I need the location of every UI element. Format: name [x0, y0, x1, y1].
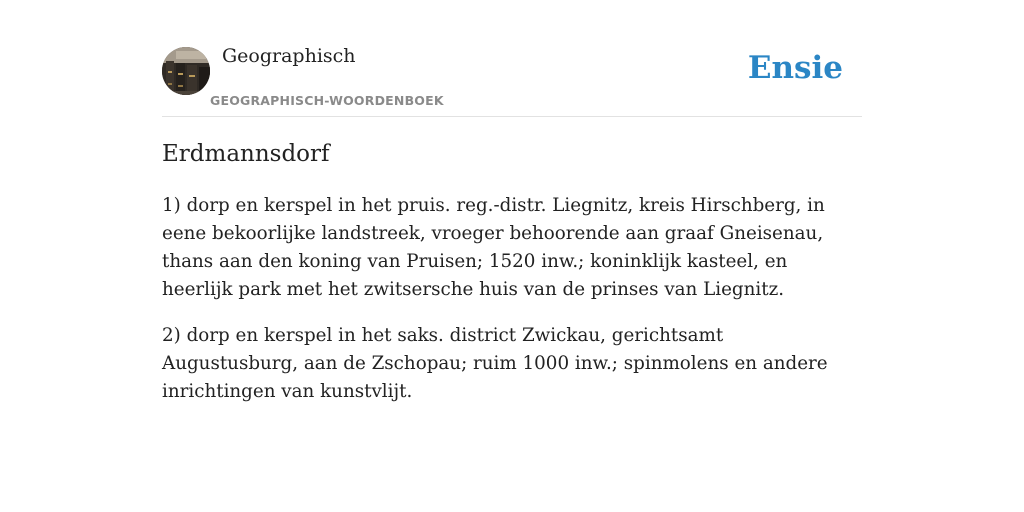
- definition-1: 1) dorp en kerspel in het pruis. reg.-distr. Liegnitz, kreis Hirschberg, in eene bekoorlijke landstreek, vroeger behoorende aan graaf Gneisenau, thans aan den koning van Pruisen; 1520 inw.; koninklijk kasteel, en heerlijk park met het zwitsersche huis van de prinses van Liegnitz.: [162, 195, 825, 300]
- ensie-logo-link[interactable]: Ensie: [747, 50, 843, 86]
- definition-2: 2) dorp en kerspel in het saks. district Zwickau, gerichtsamt Augustusburg, aan de Zschopau; ruim 1000 inw.; spinmolens en andere inrichtingen van kunstvlijt.: [162, 325, 828, 402]
- source-avatar-icon[interactable]: [162, 47, 210, 95]
- article: [162, 138, 862, 406]
- source-title[interactable]: Geographisch: [222, 45, 356, 67]
- source-header: [162, 40, 862, 117]
- old-books-avatar-icon: [162, 47, 210, 95]
- term-title: Erdmannsdorf: [162, 141, 330, 167]
- source-slug[interactable]: GEOGRAPHISCH-WOORDENBOEK: [210, 93, 444, 108]
